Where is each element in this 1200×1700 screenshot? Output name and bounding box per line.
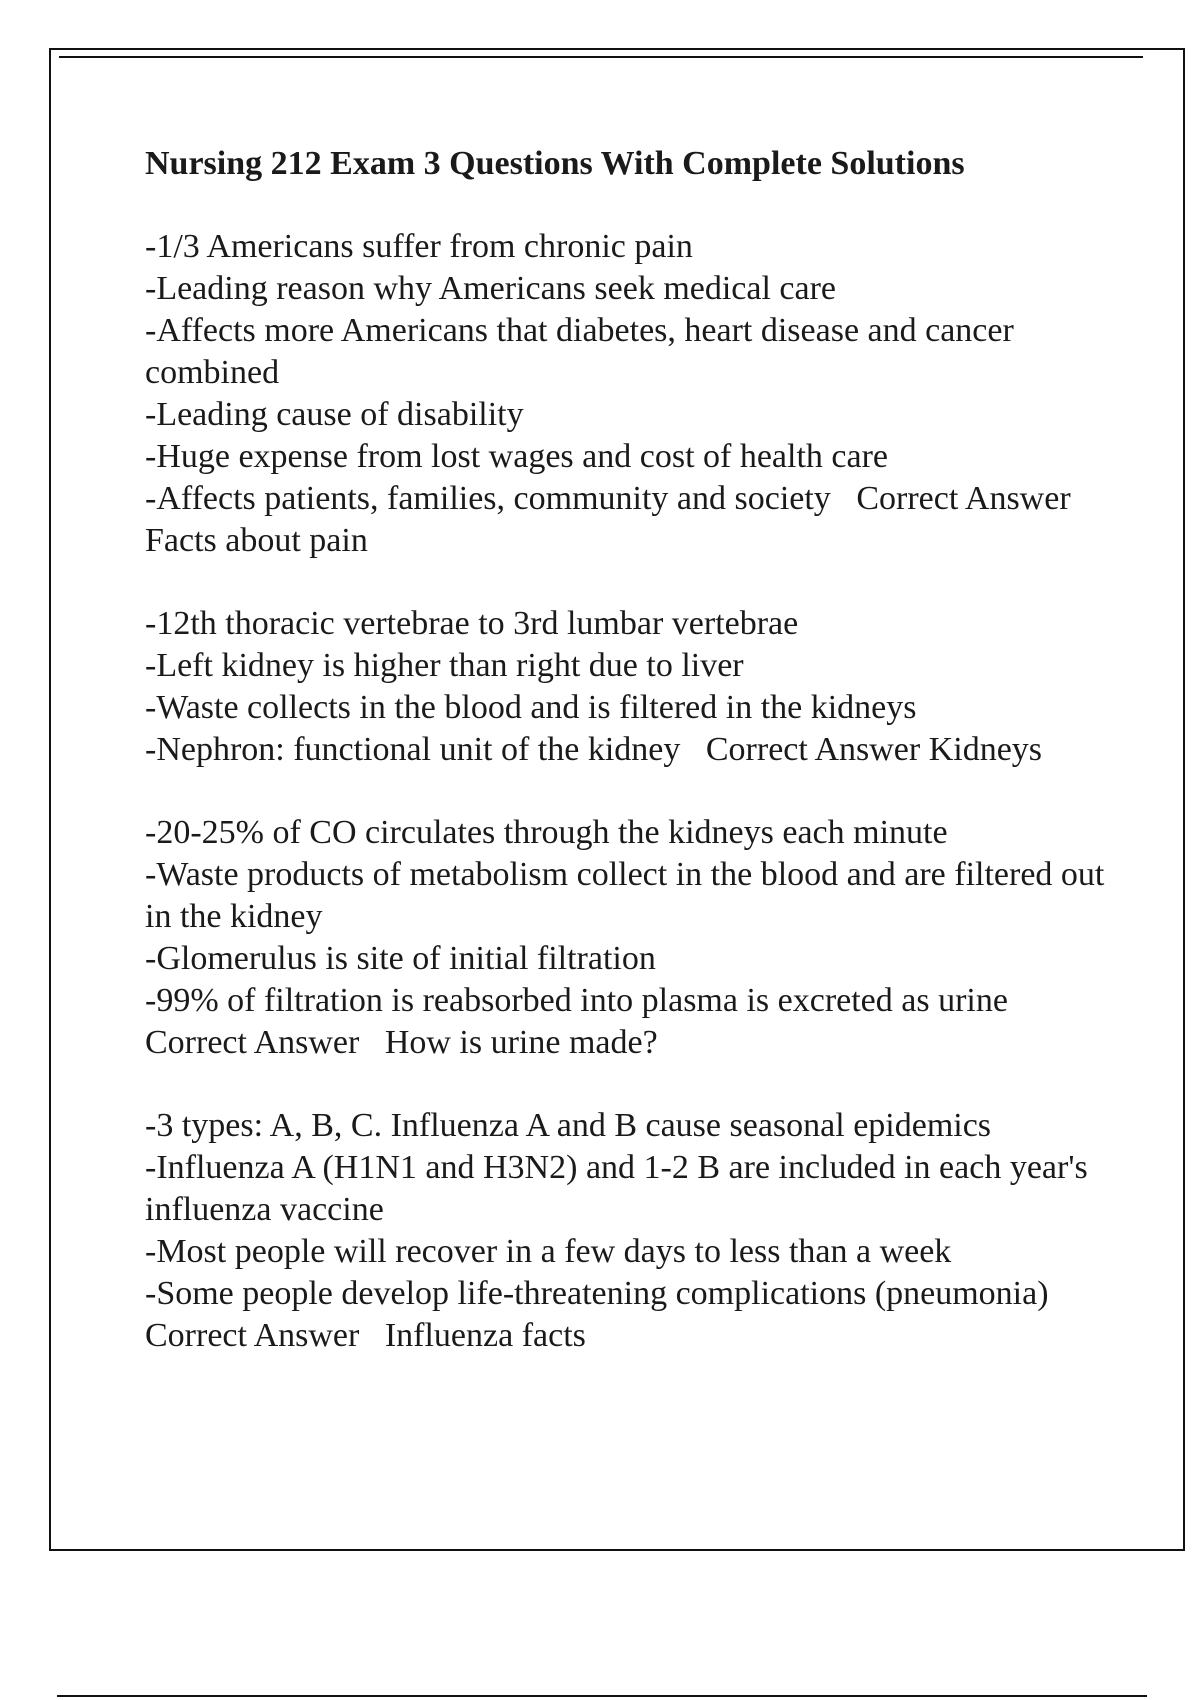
question-line: -Waste products of metabolism collect in the blood and are filtered out in the kidney	[145, 856, 1113, 935]
correct-answer-label: Correct Answer	[145, 1317, 360, 1354]
answer-text: Kidneys	[928, 731, 1043, 768]
question-line: -Most people will recover in a few days to less than a week	[145, 1233, 952, 1270]
question-line-final: -Some people develop life-threatening complications (pneumonia)	[145, 1275, 1049, 1312]
question-line: -1/3 Americans suffer from chronic pain	[145, 228, 693, 265]
question-line: -12th thoracic vertebrae to 3rd lumbar vertebrae	[145, 605, 799, 642]
question-line: -Leading reason why Americans seek medical care	[145, 270, 837, 307]
question-line: -Glomerulus is site of initial filtration	[145, 940, 656, 977]
correct-answer-label: Correct Answer	[145, 1024, 360, 1061]
qa-block-kidneys	[145, 603, 1105, 771]
question-line: -Leading cause of disability	[145, 396, 524, 433]
question-line-final: -Affects patients, families, community and society	[145, 480, 831, 517]
answer-text: Facts about pain	[145, 522, 368, 559]
question-line: -Waste collects in the blood and is filtered in the kidneys	[145, 689, 917, 726]
correct-answer-label: Correct Answer	[705, 731, 921, 768]
question-line: -Huge expense from lost wages and cost of health care	[145, 438, 889, 475]
question-line: -Affects more Americans that diabetes, heart disease and cancer combined	[145, 312, 1023, 391]
question-line: -Influenza A (H1N1 and H3N2) and 1-2 B are included in each year's influenza vaccine	[145, 1149, 1097, 1228]
top-rule	[59, 56, 1143, 58]
question-line: -Left kidney is higher than right due to liver	[145, 647, 744, 684]
answer-text: How is urine made?	[384, 1024, 658, 1061]
question-line-final: -Nephron: functional unit of the kidney	[145, 731, 681, 768]
question-line: -3 types: A, B, C. Influenza A and B cause seasonal epidemics	[145, 1107, 992, 1144]
question-line: -20-25% of CO circulates through the kidneys each minute	[145, 814, 948, 851]
qa-block-urine	[145, 812, 1113, 1064]
question-answer-line	[145, 1273, 1105, 1357]
qa-block-pain	[145, 226, 1105, 562]
document-content	[145, 142, 1113, 1398]
document-title: Nursing 212 Exam 3 Questions With Complete Solutions	[145, 145, 965, 182]
question-answer-line	[145, 478, 1105, 562]
question-answer-line	[145, 980, 1105, 1064]
question-answer-line	[145, 729, 1105, 771]
bottom-rule	[57, 1695, 1147, 1697]
qa-block-influenza	[145, 1105, 1105, 1357]
answer-text: Influenza facts	[384, 1317, 586, 1354]
correct-answer-label: Correct Answer	[856, 480, 1071, 517]
question-line-final: -99% of filtration is reabsorbed into plasma is excreted as urine	[145, 982, 1008, 1019]
